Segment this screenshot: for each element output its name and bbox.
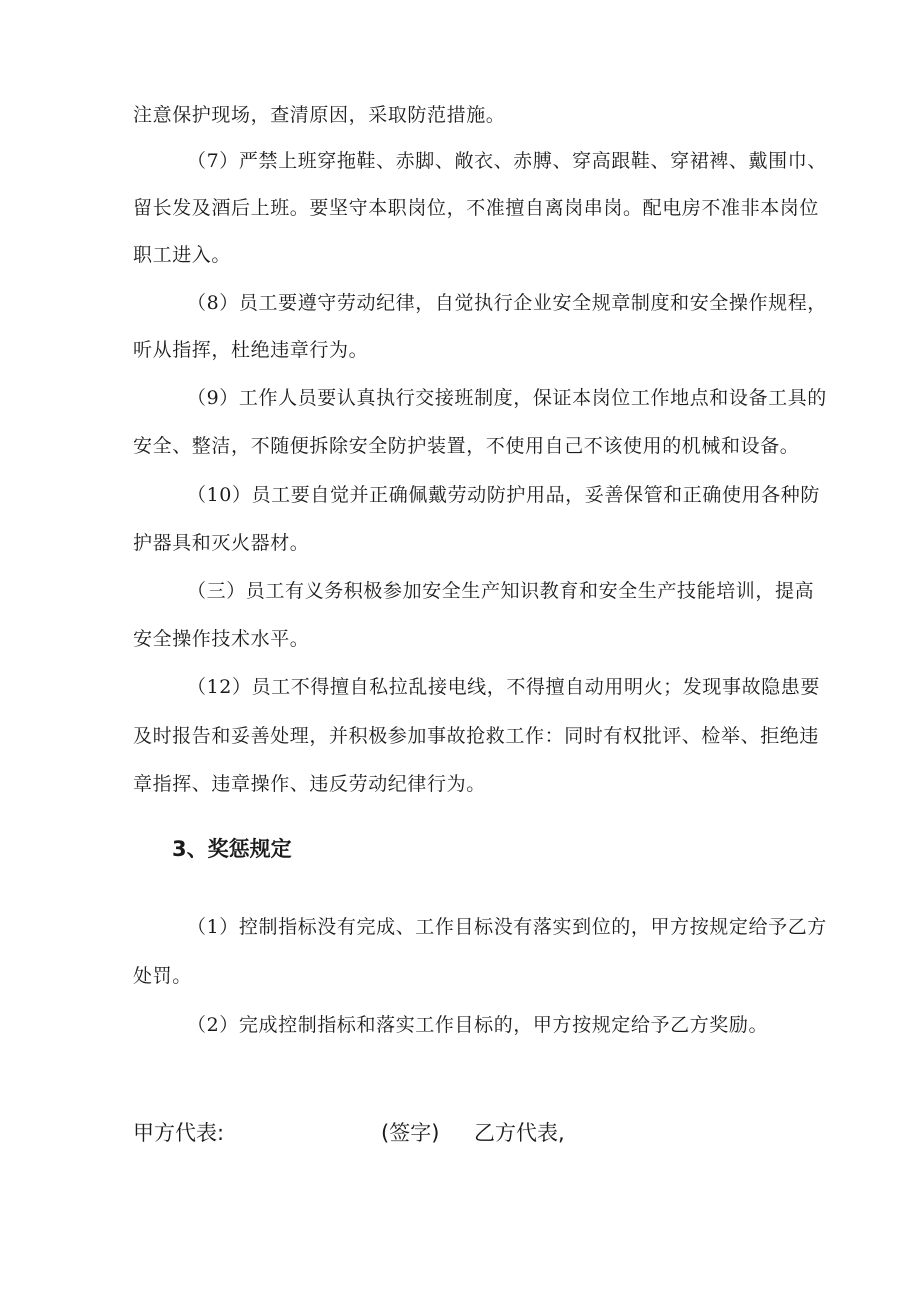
paragraph-line: 注意保护现场，查清原因，采取防范措施。 [133, 104, 506, 126]
paragraph-line: （9）工作人员要认真执行交接班制度，保证本岗位工作地点和设备工具的 [187, 387, 827, 409]
paragraph-line: 职工进入。 [133, 244, 232, 266]
paragraph-line: 安全操作技术水平。 [133, 628, 310, 650]
paragraph-line: （7）严禁上班穿拖鞋、赤脚、敞衣、赤膊、穿高跟鞋、穿裙裨、戴围巾、 [187, 150, 827, 172]
paragraph-line: （三）员工有义务积极参加安全生产知识教育和安全生产技能培训，提高 [187, 580, 815, 602]
party-b-representative-label: 乙方代表, [474, 1121, 565, 1145]
paragraph-line: 及时报告和妥善处理，并积极参加事故抢救工作：同时有权批评、检举、拒绝违 [133, 725, 820, 747]
party-a-representative-label: 甲方代表: [133, 1121, 225, 1145]
paragraph-line: 留长发及酒后上班。要坚守本职岗位，不准擅自离岗串岗。配电房不准非本岗位 [133, 197, 820, 219]
section-heading: 3、奖惩规定 [172, 837, 292, 861]
paragraph-line: 处罚。 [133, 965, 192, 987]
paragraph-line: （2）完成控制指标和落实工作目标的，甲方按规定给予乙方奖励。 [187, 1014, 769, 1036]
paragraph-line: （12）员工不得擅自私拉乱接电线，不得擅自动用明火；发现事故隐患要 [187, 676, 820, 698]
paragraph-line: 安全、整洁，不随便拆除安全防护装置，不使用自己不该使用的机械和设备。 [133, 435, 800, 457]
paragraph-line: （8）员工要遵守劳动纪律，自觉执行企业安全规章制度和安全操作规程， [187, 292, 827, 314]
paragraph-line: 章指挥、违章操作、违反劳动纪律行为。 [133, 773, 486, 795]
paragraph-line: 听从指挥，杜绝违章行为。 [133, 339, 369, 361]
paragraph-line: （10）员工要自觉并正确佩戴劳动防护用品，妥善保管和正确使用各种防 [187, 484, 820, 506]
paragraph-line: 护器具和灭火器材。 [133, 532, 310, 554]
paragraph-line: （1）控制指标没有完成、工作目标没有落实到位的，甲方按规定给予乙方 [187, 916, 827, 938]
signature-note: (签字) [381, 1121, 440, 1145]
